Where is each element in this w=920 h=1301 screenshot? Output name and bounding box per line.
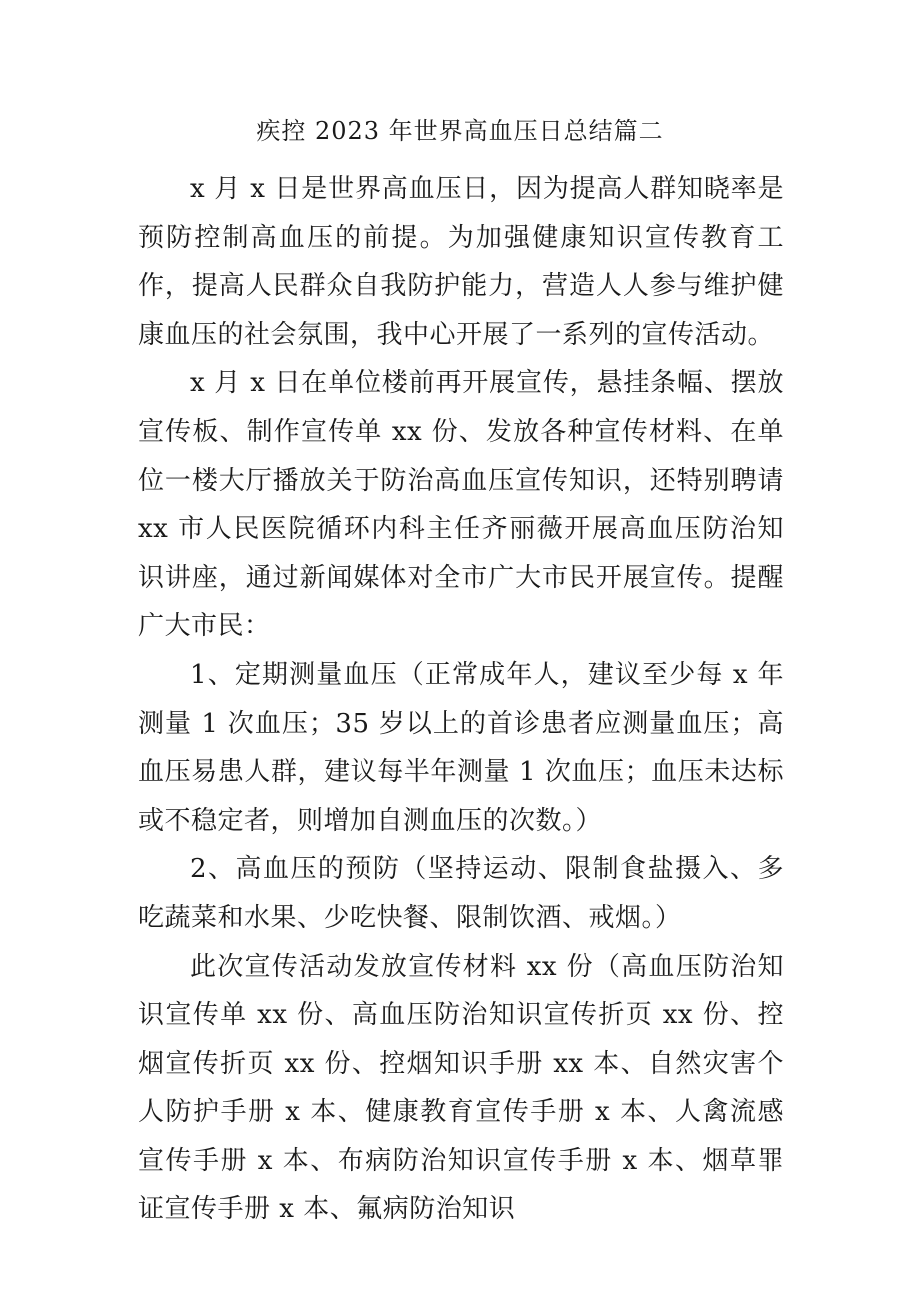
document-body [138, 165, 784, 1234]
paragraph-materials: 此次宣传活动发放宣传材料 xx 份（高血压防治知识宣传单 xx 份、高血压防治知识宣传折页 xx 份、控烟宣传折页 xx 份、控烟知识手册 xx 本、自然灾害个人防护手册 x 本、健康教育宣传手册 x 本、人禽流感宣传手册 x 本、布病防治知识宣传手册 x 本、烟草罪证宣传手册 x 本、氟病防治知识 [138, 951, 784, 1225]
paragraph-measure-blood-pressure: 1、定期测量血压（正常成年人，建议至少每 x 年测量 1 次血压；35 岁以上的首诊患者应测量血压；高血压易患人群，建议每半年测量 1 次血压；血压未达标或不稳定者，则增加自测血压的次数。） [138, 659, 784, 836]
paragraph-activities: x 月 x 日在单位楼前再开展宣传，悬挂条幅、摆放宣传板、制作宣传单 xx 份、发放各种宣传材料、在单位一楼大厅播放关于防治高血压宣传知识，还特别聘请 xx 市人民医院循环内科主任齐丽薇开展高血压防治知识讲座，通过新闻媒体对全市广大市民开展宣传。提醒广大市民： [138, 368, 784, 642]
paragraph-intro: x 月 x 日是世界高血压日，因为提高人群知晓率是预防控制高血压的前提。为加强健康知识宣传教育工作，提高人民群众自我防护能力，营造人人参与维护健康血压的社会氛围，我中心开展了一系列的宣传活动。 [138, 174, 784, 350]
paragraph-prevention: 2、高血压的预防（坚持运动、限制食盐摄入、多吃蔬菜和水果、少吃快餐、限制饮酒、戒烟。） [138, 854, 784, 933]
document-title: 疾控 2023 年世界高血压日总结篇二 [256, 117, 664, 145]
